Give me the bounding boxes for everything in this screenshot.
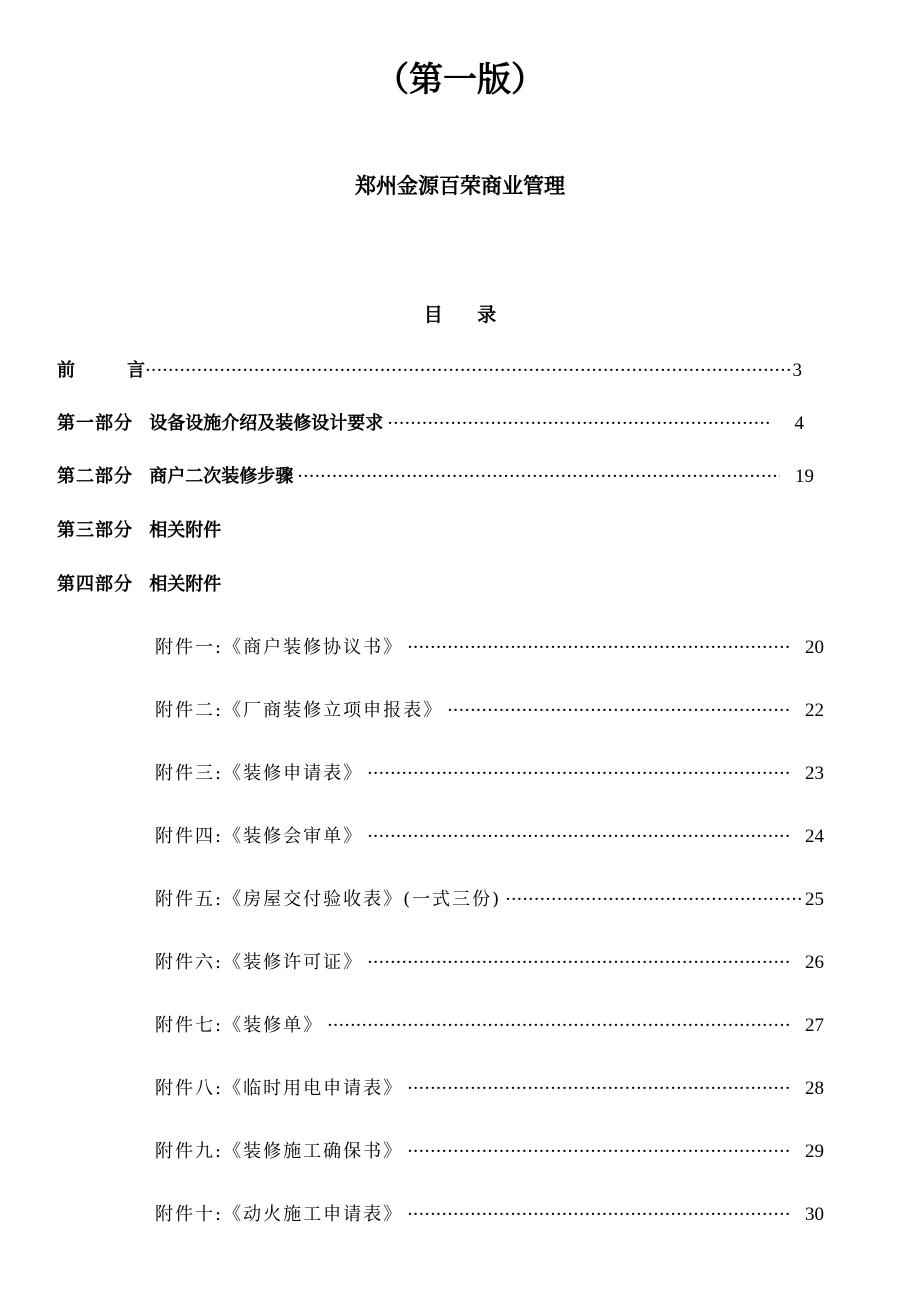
toc-page-number: 24 [805,826,824,847]
dot-leader [367,822,790,852]
toc-page-number: 28 [805,1078,824,1099]
toc-page-number: 23 [805,763,824,784]
dot-leader [387,409,770,439]
toc-entry-attachment-6[interactable] [155,948,824,978]
toc-attachment-title: 附件六:《装修许可证》 [155,952,364,973]
toc-entry-label: 前 言 [57,360,145,381]
toc-page-number: 3 [792,360,802,381]
toc-attachment-title: 附件一:《商户装修协议书》 [155,637,404,658]
company-title: 郑州金源百荣商业管理 [355,173,565,198]
toc-entry-attachment-2[interactable] [155,696,824,726]
toc-entry-attachment-1[interactable] [155,633,824,663]
toc-part-label: 第一部分 [57,413,133,434]
toc-page-number: 22 [805,700,824,721]
toc-attachment-title: 附件八:《临时用电申请表》 [155,1078,404,1099]
dot-leader [297,462,780,492]
toc-part-title: 相关附件 [149,520,222,541]
toc-page-number: 27 [805,1015,824,1036]
toc-entry-part-4[interactable] [57,570,221,600]
toc-entry-attachment-5[interactable] [155,885,824,915]
toc-entry-attachment-7[interactable] [155,1011,824,1041]
dot-leader [505,885,802,915]
toc-entry-attachment-9[interactable] [155,1137,824,1167]
toc-attachment-title: 附件五:《房屋交付验收表》(一式三份) [155,889,502,910]
toc-part-title: 商户二次装修步骤 [149,466,294,487]
toc-part-label: 第四部分 [57,574,133,595]
dot-leader [407,1200,790,1230]
toc-attachment-title: 附件三:《装修申请表》 [155,763,364,784]
toc-page-number: 26 [805,952,824,973]
toc-attachment-title: 附件九:《装修施工确保书》 [155,1141,404,1162]
toc-entry-part-2[interactable] [57,462,814,492]
toc-page-number: 19 [795,466,814,487]
toc-entry-attachment-3[interactable] [155,759,824,789]
toc-heading: 目 录 [423,304,511,326]
dot-leader [447,696,790,726]
toc-entry-attachment-8[interactable] [155,1074,824,1104]
toc-part-label: 第二部分 [57,466,133,487]
toc-entry-part-1[interactable] [57,409,804,439]
edition-title: （第一版） [375,60,545,100]
dot-leader [407,1074,790,1104]
toc-entry-preface[interactable] [57,356,802,386]
dot-leader [367,759,790,789]
toc-part-label: 第三部分 [57,520,133,541]
toc-entry-attachment-10[interactable] [155,1200,824,1230]
toc-part-title: 相关附件 [149,574,222,595]
toc-page-number: 4 [794,413,804,434]
toc-page-number: 30 [805,1204,824,1225]
dot-leader [407,633,790,663]
toc-page-number: 29 [805,1141,824,1162]
toc-part-title: 设备设施介绍及装修设计要求 [149,413,384,434]
dot-leader [327,1011,790,1041]
toc-page-number: 25 [805,889,824,910]
toc-attachment-title: 附件七:《装修单》 [155,1015,324,1036]
dot-leader [367,948,790,978]
toc-page-number: 20 [805,637,824,658]
toc-entry-part-3[interactable] [57,516,221,546]
toc-attachment-title: 附件十:《动火施工申请表》 [155,1204,404,1225]
toc-attachment-title: 附件四:《装修会审单》 [155,826,364,847]
dot-leader [407,1137,790,1167]
toc-attachment-title: 附件二:《厂商装修立项申报表》 [155,700,444,721]
dot-leader [145,356,790,386]
toc-entry-attachment-4[interactable] [155,822,824,852]
